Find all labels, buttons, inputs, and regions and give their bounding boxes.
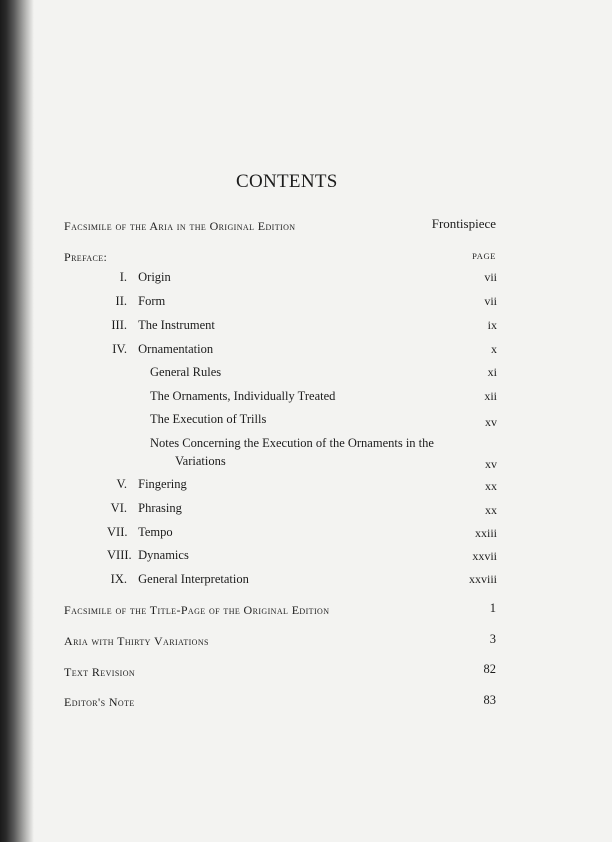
item-number: III.: [111, 318, 127, 332]
subitem-label: General Rules: [150, 365, 222, 379]
item-label: Ornamentation: [138, 342, 214, 356]
item-label: Fingering: [138, 477, 187, 491]
item-number: IX.: [110, 572, 127, 586]
item-label: Tempo: [138, 525, 173, 539]
item-page: xx: [485, 479, 497, 493]
item-number: VI.: [110, 501, 127, 515]
subitem: [150, 412, 497, 427]
preface-item: [107, 548, 497, 563]
page-title: CONTENTS: [236, 171, 338, 192]
subitem-page: xv: [485, 457, 497, 471]
item-number: VII.: [107, 525, 128, 539]
item-number: VIII.: [107, 548, 132, 562]
subitem-page: xi: [487, 365, 497, 379]
preface-item: [107, 477, 497, 492]
item-label: Form: [138, 294, 166, 308]
preface-item: [107, 572, 497, 587]
preface-item: [107, 525, 497, 540]
item-page: ix: [487, 318, 497, 332]
toc-entry-page: 83: [483, 693, 496, 707]
preface-item: [107, 294, 497, 309]
subitem-label-continued: Variations: [175, 454, 226, 468]
item-number: V.: [116, 477, 127, 491]
toc-entry-label: Facsimile of the Aria in the Original Edition: [64, 219, 296, 233]
preface-heading: Preface:: [64, 250, 108, 264]
toc-entry-page: 82: [483, 662, 496, 676]
preface-item: [107, 318, 497, 333]
item-label: Phrasing: [138, 501, 182, 515]
item-page: xx: [485, 503, 497, 517]
item-number: II.: [115, 294, 127, 308]
item-label: General Interpretation: [138, 572, 249, 586]
item-page: vii: [484, 270, 497, 284]
toc-entry-page: 3: [489, 632, 496, 646]
subitem: [150, 389, 497, 404]
subitem-label: The Execution of Trills: [150, 412, 267, 426]
preface-item: [107, 270, 497, 285]
toc-entry-label: Text Revision: [64, 665, 136, 679]
preface-item: [107, 342, 497, 357]
toc-entry-page: 1: [489, 601, 496, 615]
item-label: The Instrument: [138, 318, 215, 332]
page-column-heading: PAGE: [472, 251, 496, 261]
item-number: IV.: [112, 342, 127, 356]
item-page: xxviii: [468, 572, 497, 586]
subitem-label: Notes Concerning the Execution of the Ornaments in the: [150, 436, 434, 450]
toc-entry-label: Aria with Thirty Variations: [64, 634, 209, 648]
subitem: [150, 365, 497, 380]
subitem-page: xii: [484, 389, 497, 403]
item-page: xxvii: [472, 549, 497, 563]
toc-entry-label: Facsimile of the Title-Page of the Original Edition: [64, 603, 330, 617]
subitem: [150, 436, 497, 451]
item-label: Dynamics: [138, 548, 189, 562]
item-number: I.: [119, 270, 127, 284]
item-label: Origin: [138, 270, 171, 284]
subitem-continuation: [175, 454, 497, 469]
item-page: vii: [484, 294, 497, 308]
subitem-page: xv: [485, 415, 497, 429]
item-page: x: [491, 342, 497, 356]
item-page: xxiii: [474, 526, 497, 540]
toc-entry-page: Frontispiece: [431, 216, 496, 231]
book-spine-shadow: [0, 0, 34, 842]
preface-item: [107, 501, 497, 516]
subitem-label: The Ornaments, Individually Treated: [150, 389, 336, 403]
toc-entry-label: Editor's Note: [64, 695, 135, 709]
